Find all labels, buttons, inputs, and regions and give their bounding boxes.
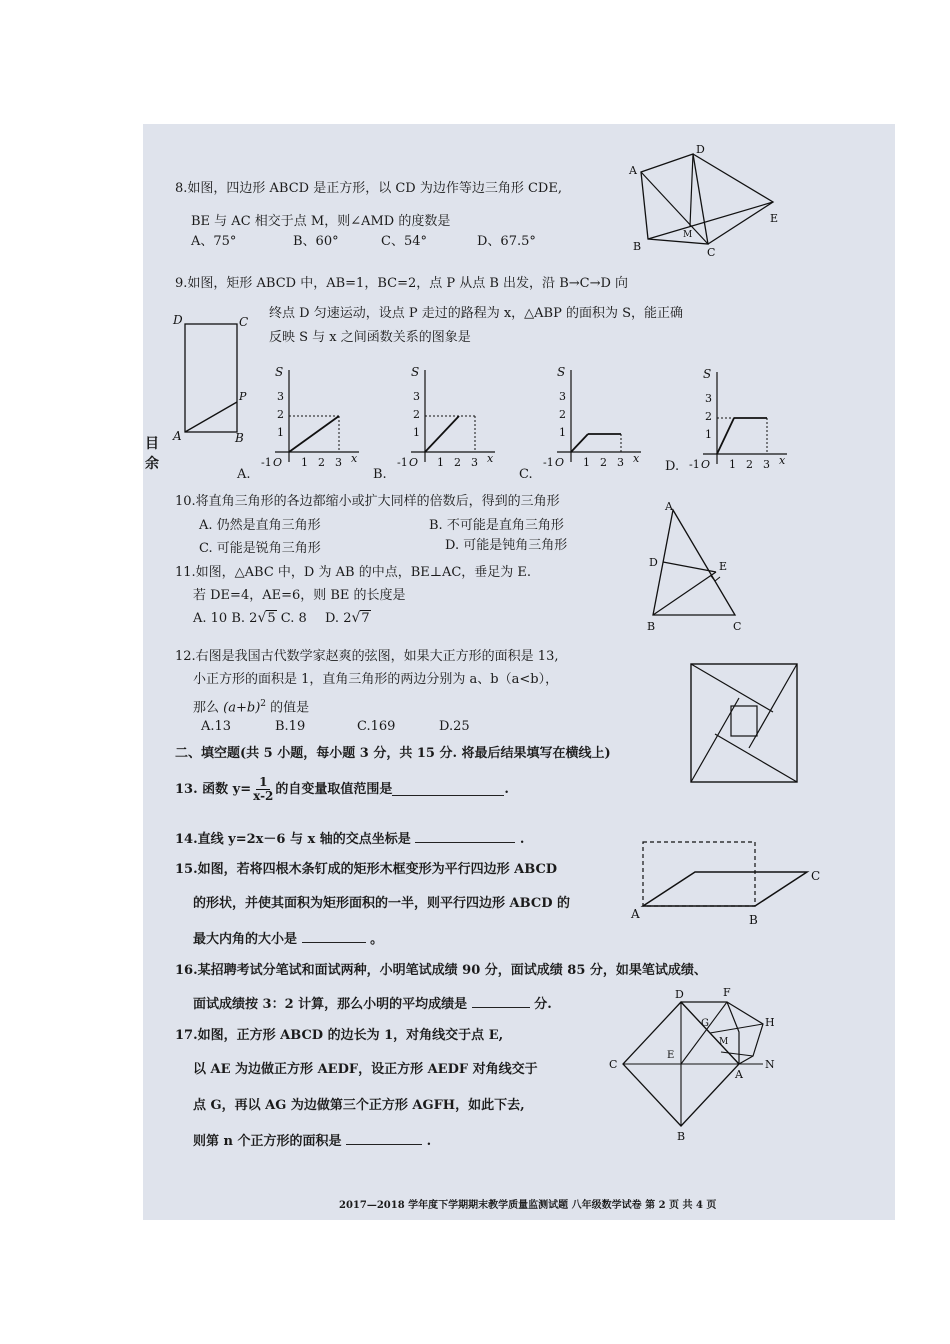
sqrt-icon: √ — [257, 610, 267, 626]
q11-option-b-radicand: 5 — [267, 611, 276, 626]
q14-line — [175, 830, 524, 848]
q17-label-m: M — [719, 1037, 729, 1047]
q8-label-m: M — [683, 230, 693, 240]
svg-text:3: 3 — [559, 390, 566, 403]
q11-option-a: A. 10 — [193, 611, 228, 626]
q8-option-c: C、54° — [381, 234, 427, 249]
q15-end: 。 — [370, 932, 384, 947]
q17-line3: 点 G，再以 AG 为边做第三个正方形 AGFH，如此下去, — [193, 1098, 525, 1113]
q8-line1: 8.如图，四边形 ABCD 是正方形，以 CD 为边作等边三角形 CDE, — [175, 181, 562, 196]
q15-answer-blank[interactable] — [302, 930, 366, 943]
q12-line3-prefix: 那么 — [193, 700, 220, 716]
q15-label-a: A — [631, 907, 640, 921]
svg-text:-1: -1 — [689, 458, 700, 471]
q11-label-e: E — [719, 560, 728, 573]
q17-label-a: A — [735, 1068, 743, 1081]
svg-text:2: 2 — [318, 456, 325, 469]
svg-text:-1: -1 — [261, 456, 272, 469]
svg-text:x: x — [779, 454, 786, 467]
q8-label-e: E — [770, 212, 779, 225]
svg-text:3: 3 — [617, 456, 624, 469]
q10-line1: 10.将直角三角形的各边都缩小或扩大同样的倍数后，得到的三角形 — [175, 494, 560, 509]
q15-label-c: C — [811, 869, 821, 883]
q9-label-b: B — [235, 431, 244, 445]
q11-figure — [643, 500, 753, 635]
q11-options — [193, 610, 371, 627]
q9-label-c: C — [239, 315, 249, 329]
q11-label-b: B — [647, 620, 656, 633]
margin-char-top: 目 — [145, 436, 159, 452]
svg-text:O: O — [701, 458, 711, 471]
q17-label-g: G — [701, 1018, 709, 1029]
q16-end: 分. — [534, 997, 552, 1012]
svg-text:1: 1 — [705, 428, 712, 441]
q12-line3 — [193, 696, 309, 716]
svg-text:1: 1 — [413, 426, 420, 439]
q9-line3: 反映 S 与 x 之间函数关系的图象是 — [269, 330, 471, 345]
q10-option-b: B. 不可能是直角三角形 — [429, 518, 564, 533]
q11-option-d-coef: 2 — [343, 611, 352, 626]
q13-answer-blank[interactable] — [392, 783, 504, 796]
q12-zhaoshuang-diagram — [687, 660, 803, 786]
q17-figure — [603, 980, 803, 1150]
q11-option-d-radicand: 7 — [361, 611, 370, 626]
q17-line4-text: 则第 n 个正方形的面积是 — [193, 1134, 342, 1149]
q11-option-b-coef: 2 — [249, 611, 258, 626]
svg-text:1: 1 — [437, 456, 444, 469]
q15-line3 — [193, 930, 383, 948]
svg-text:2: 2 — [746, 458, 753, 471]
svg-text:x: x — [487, 452, 494, 465]
q9-rectangle-figure — [169, 312, 259, 447]
q17-label-n: N — [765, 1058, 775, 1071]
q11-option-b-prefix: B. — [231, 611, 246, 626]
sqrt-icon: √ — [351, 610, 361, 626]
q13-denominator: x-2 — [253, 789, 274, 803]
svg-text:2: 2 — [600, 456, 607, 469]
q11-label-d: D — [649, 556, 658, 569]
q9-graph-b — [391, 364, 501, 474]
svg-text:-1: -1 — [543, 456, 554, 469]
q9-option-d: D. — [665, 459, 680, 474]
svg-text:O: O — [273, 456, 283, 469]
q17-label-e: E — [667, 1050, 675, 1061]
q9-label-a: A — [173, 429, 182, 443]
q10-option-a: A. 仍然是直角三角形 — [199, 518, 321, 533]
q15-label-b: B — [749, 913, 758, 927]
q17-line1: 17.如图，正方形 ABCD 的边长为 1，对角线交于点 E, — [175, 1028, 504, 1043]
q12-option-d: D.25 — [439, 719, 470, 734]
q16-answer-blank[interactable] — [472, 995, 530, 1008]
svg-text:2: 2 — [705, 410, 712, 423]
svg-text:-1: -1 — [397, 456, 408, 469]
svg-text:x: x — [633, 452, 640, 465]
q11-line2: 若 DE=4，AE=6，则 BE 的长度是 — [193, 588, 406, 603]
margin-char-bottom: 余 — [145, 456, 159, 472]
q12-option-a: A.13 — [201, 719, 232, 734]
q11-label-c: C — [733, 620, 742, 633]
q11-option-c: C. 8 — [280, 611, 307, 626]
q12-line1: 12.右图是我国古代数学家赵爽的弦图，如果大正方形的面积是 13, — [175, 649, 559, 664]
q9-option-b: B. — [373, 467, 387, 482]
q8-line2: BE 与 AC 相交于点 M，则∠AMD 的度数是 — [191, 214, 451, 229]
q15-figure — [629, 830, 829, 930]
q8-label-a: A — [629, 164, 637, 177]
q12-option-b: B.19 — [275, 719, 306, 734]
q14-end: . — [519, 832, 525, 847]
q11-option-d-prefix: D. — [324, 611, 340, 626]
q17-answer-blank[interactable] — [346, 1132, 422, 1145]
svg-text:2: 2 — [454, 456, 461, 469]
svg-text:O: O — [409, 456, 419, 469]
q9-line2: 终点 D 匀速运动，设点 P 走过的路程为 x，△ABP 的面积为 S，能正确 — [269, 306, 684, 321]
svg-text:3: 3 — [763, 458, 770, 471]
svg-text:3: 3 — [413, 390, 420, 403]
q11-label-a: A — [665, 500, 673, 513]
q9-graph-a — [255, 364, 365, 474]
q16-line1: 16.某招聘考试分笔试和面试两种，小明笔试成绩 90 分，面试成绩 85 分，如果笔试成绩、 — [175, 963, 707, 978]
q13-suffix: 的自变量取值范围是 — [275, 781, 393, 797]
q15-line3-text: 最大内角的大小是 — [193, 932, 298, 947]
svg-text:3: 3 — [277, 390, 284, 403]
q17-label-c: C — [609, 1058, 618, 1071]
q13-numerator: 1 — [256, 776, 270, 790]
q12-expression: (a+b) — [223, 700, 261, 716]
svg-text:1: 1 — [301, 456, 308, 469]
q17-line4 — [193, 1132, 431, 1150]
q8-option-a: A、75° — [191, 234, 237, 249]
svg-text:x: x — [351, 452, 358, 465]
q9-line1: 9.如图，矩形 ABCD 中，AB=1，BC=2，点 P 从点 B 出发，沿 B→C→D 向 — [175, 276, 629, 291]
svg-text:1: 1 — [583, 456, 590, 469]
q10-option-c: C. 可能是锐角三角形 — [199, 541, 321, 556]
q17-end: . — [426, 1134, 432, 1149]
q13-fraction — [253, 776, 273, 803]
page-footer: 2017—2018 学年度下学期期末教学质量监测试题 八年级数学试卷 第 2 页 共 4 页 — [339, 1200, 717, 1211]
svg-text:1: 1 — [277, 426, 284, 439]
q14-answer-blank[interactable] — [415, 830, 515, 843]
q8-label-b: B — [633, 240, 642, 253]
svg-text:3: 3 — [335, 456, 342, 469]
q17-label-b: B — [677, 1130, 686, 1143]
q15-line2: 的形状，并使其面积为矩形面积的一半，则平行四边形 ABCD 的 — [193, 896, 570, 911]
q17-label-h: H — [765, 1016, 775, 1029]
q12-option-c: C.169 — [357, 719, 396, 734]
q8-option-b: B、60° — [293, 234, 339, 249]
q8-label-d: D — [696, 144, 705, 156]
q8-figure — [623, 144, 783, 259]
section2-title: 二、填空题(共 5 小题，每小题 3 分，共 15 分. 将最后结果填写在横线上) — [175, 746, 611, 761]
q9-label-p: P — [239, 390, 247, 403]
exam-page — [143, 124, 895, 1220]
q13-end: . — [504, 781, 509, 797]
svg-text:1: 1 — [729, 458, 736, 471]
svg-text:1: 1 — [559, 426, 566, 439]
svg-text:S: S — [557, 365, 566, 379]
q14-text: 14.直线 y=2x－6 与 x 轴的交点坐标是 — [175, 832, 411, 847]
svg-text:S: S — [411, 365, 420, 379]
q9-option-c: C. — [519, 467, 533, 482]
svg-text:S: S — [703, 367, 712, 381]
q11-line1: 11.如图，△ABC 中，D 为 AB 的中点，BE⊥AC，垂足为 E. — [175, 565, 532, 580]
q9-option-a: A. — [237, 467, 251, 482]
q17-label-f: F — [723, 986, 731, 999]
svg-text:S: S — [275, 365, 284, 379]
q8-label-c: C — [707, 246, 716, 259]
svg-text:2: 2 — [277, 408, 284, 421]
q9-label-d: D — [173, 313, 183, 327]
q17-line2: 以 AE 为边做正方形 AEDF，设正方形 AEDF 对角线交于 — [193, 1062, 538, 1077]
q13-prefix: 13. 函数 y= — [175, 781, 252, 797]
q15-line1: 15.如图，若将四根木条钉成的矩形木框变形为平行四边形 ABCD — [175, 862, 558, 877]
q12-line3-suffix: 的值是 — [270, 700, 310, 716]
svg-text:3: 3 — [705, 392, 712, 405]
q16-line2-text: 面试成绩按 3：2 计算，那么小明的平均成绩是 — [193, 997, 468, 1012]
q16-line2 — [193, 995, 552, 1013]
q10-option-d: D. 可能是钝角三角形 — [445, 538, 568, 553]
q8-option-d: D、67.5° — [477, 234, 536, 249]
svg-text:2: 2 — [413, 408, 420, 421]
q12-line2: 小正方形的面积是 1，直角三角形的两边分别为 a、b（a<b）， — [193, 672, 559, 687]
q13-line — [175, 776, 509, 803]
svg-text:O: O — [555, 456, 565, 469]
svg-text:2: 2 — [559, 408, 566, 421]
q9-graph-d — [683, 366, 793, 476]
svg-text:3: 3 — [471, 456, 478, 469]
q17-label-d: D — [675, 988, 684, 1001]
q12-exponent: 2 — [260, 699, 266, 709]
q9-graph-c — [537, 364, 647, 474]
